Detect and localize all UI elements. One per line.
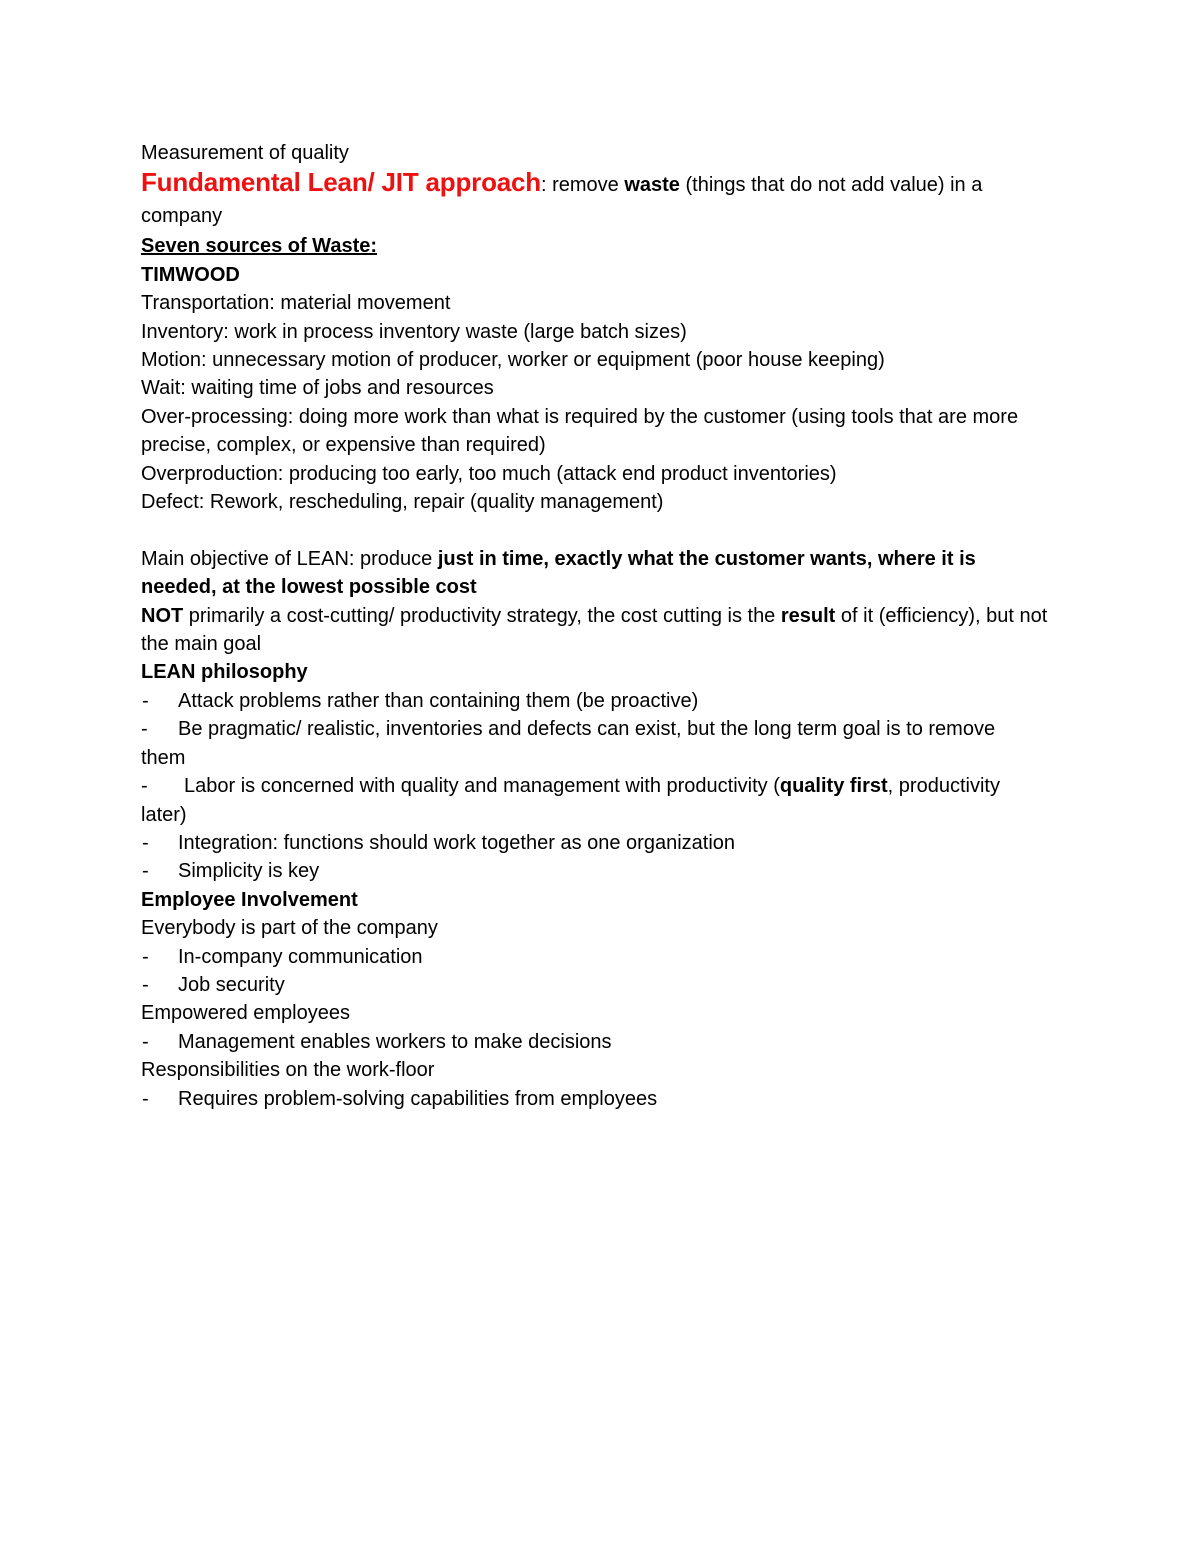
lean-heading: Fundamental Lean/ JIT approach: [141, 167, 541, 198]
list-item-text: Management enables workers to make decisions: [178, 1030, 612, 1053]
waste-item: Overproduction: producing too early, too much (attack end product inventories): [141, 462, 837, 485]
waste-item: Inventory: work in process inventory waste (large batch sizes): [141, 320, 687, 343]
philosophy-heading: [141, 658, 1061, 686]
list-item: [141, 829, 1061, 857]
waste-item: Defect: Rework, rescheduling, repair (quality management): [141, 491, 664, 514]
not-mid: primarily a cost-cutting/ productivity strategy, the cost cutting is the: [183, 604, 781, 627]
objective-pre: Main objective of LEAN: produce: [141, 547, 438, 570]
timwood-heading: [141, 261, 1061, 289]
objective-bold: just in time, exactly what the customer wants, where it is needed, at the lowest possible cost: [141, 547, 976, 599]
dash-bullet: -: [141, 775, 148, 798]
list-item-text-post: , productivity later): [141, 775, 1000, 826]
dash-bullet: -: [141, 718, 148, 741]
document-page: [141, 139, 1061, 1113]
lean-definition: [141, 167, 1061, 232]
waste-bold: waste: [624, 174, 680, 197]
waste-heading-text: Seven sources of Waste:: [141, 235, 378, 258]
lean-def-pre: : remove: [540, 174, 625, 197]
dash-bullet: -: [142, 689, 149, 712]
waste-item: Over-processing: doing more work than what is required by the customer (using tools that are more precise, complex, or expensive than required): [141, 405, 1019, 457]
list-item-text: In-company communication: [178, 945, 423, 968]
dash-bullet: -: [142, 1087, 149, 1110]
not-post: of it (efficiency), but not the main goal: [141, 604, 1048, 656]
quality-first-bold: quality first: [779, 775, 888, 798]
waste-item: Transportation: material movement: [141, 292, 451, 315]
list-item: [141, 1028, 1061, 1056]
list-item: [141, 715, 1001, 772]
lean-def-post: (things that do not add value) in a company: [141, 174, 983, 228]
list-item: [141, 1085, 1061, 1113]
everybody-line: Everybody is part of the company: [141, 917, 438, 940]
list-item-text: Job security: [178, 973, 285, 996]
list-item-text: Integration: functions should work together as one organization: [178, 831, 736, 854]
dash-bullet: -: [142, 973, 149, 996]
result-bold: result: [780, 604, 836, 627]
employee-heading-text: Employee Involvement: [141, 888, 358, 911]
not-paragraph: [141, 602, 1056, 659]
list-item-text-pre: Labor is concerned with quality and management with productivity (: [184, 775, 780, 798]
dash-bullet: -: [142, 860, 149, 883]
philosophy-heading-text: LEAN philosophy: [141, 661, 308, 684]
dash-bullet: -: [142, 945, 149, 968]
list-item: [141, 971, 1061, 999]
measurement-line: Measurement of quality: [141, 142, 349, 164]
objective-paragraph: [141, 545, 1051, 602]
list-item-text: Requires problem-solving capabilities from employees: [178, 1087, 658, 1110]
paragraph-gap: [141, 516, 1061, 544]
list-item: [141, 943, 1061, 971]
dash-bullet: -: [142, 831, 149, 854]
timwood-text: TIMWOOD: [141, 263, 240, 286]
employee-heading: [141, 886, 1061, 914]
responsibilities-line: Responsibilities on the work-floor: [141, 1059, 435, 1082]
waste-item: Motion: unnecessary motion of producer, worker or equipment (poor house keeping): [141, 349, 885, 372]
list-item-text: Simplicity is key: [178, 860, 320, 883]
waste-item: Wait: waiting time of jobs and resources: [141, 377, 494, 400]
not-bold: NOT: [141, 604, 184, 627]
list-item: [141, 857, 1061, 885]
list-item-text: Attack problems rather than containing them (be proactive): [178, 689, 699, 712]
list-item: [141, 772, 1001, 829]
dash-bullet: -: [142, 1030, 149, 1053]
empowered-line: Empowered employees: [141, 1002, 350, 1025]
list-item-text: Be pragmatic/ realistic, inventories and defects can exist, but the long term goal is to remove them: [141, 718, 996, 769]
list-item: [141, 687, 1061, 715]
waste-heading: [141, 232, 1061, 260]
